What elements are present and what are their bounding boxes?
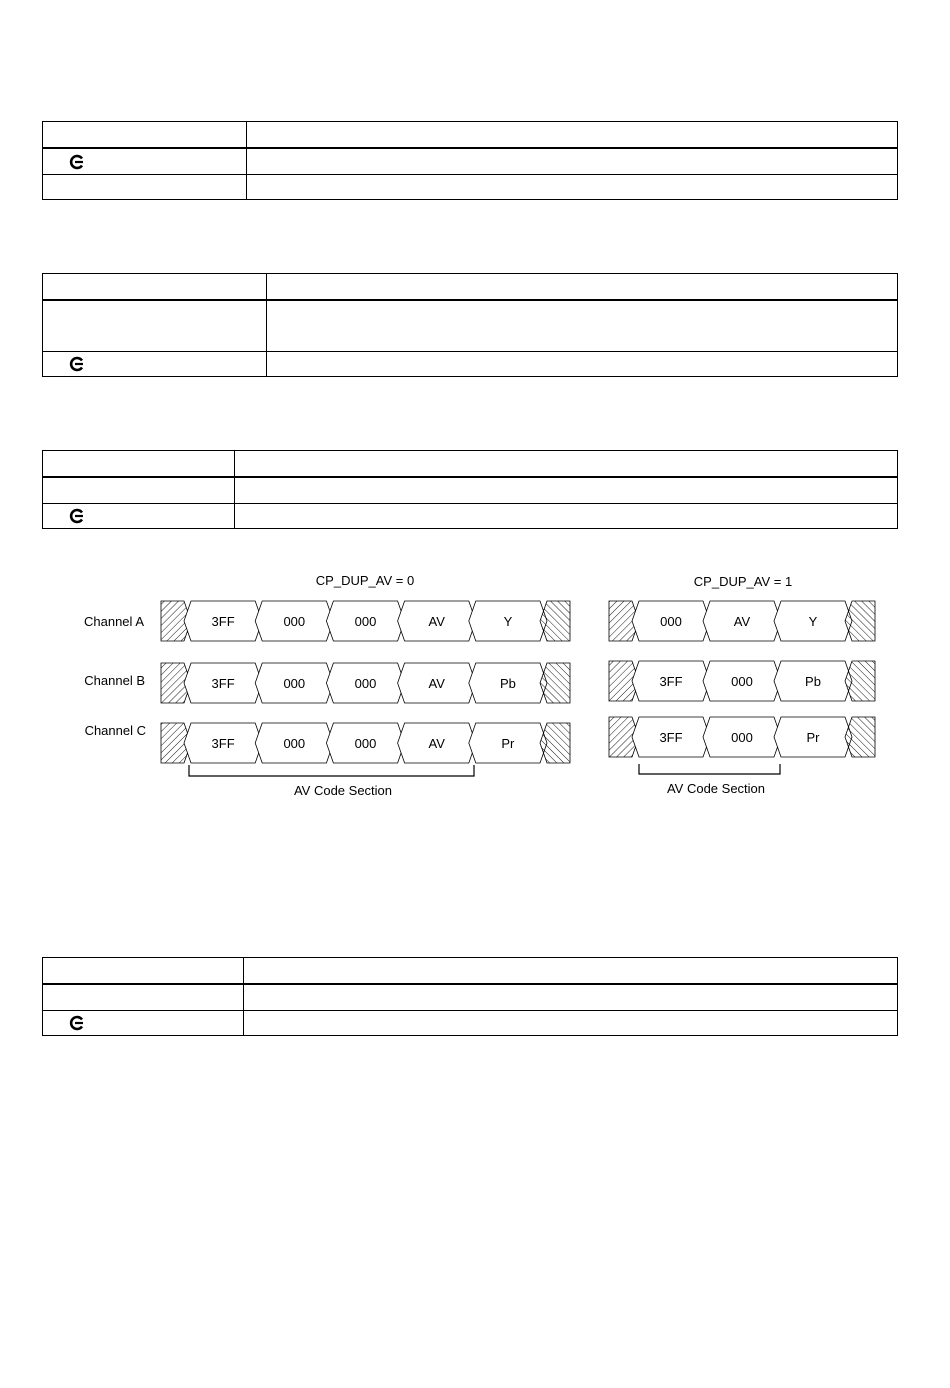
code-word-label: 000 (354, 676, 377, 691)
av-code-section-label-right: AV Code Section (666, 781, 766, 796)
code-word-label: Pb (499, 676, 516, 691)
av-code-section-bracket-left (189, 765, 474, 776)
register-table-1 (42, 121, 898, 200)
table-row (43, 1011, 897, 1035)
code-word-label: Pr (501, 736, 515, 751)
table-row (43, 985, 897, 1011)
table-row (43, 175, 897, 199)
code-word-label: 3FF (211, 736, 235, 751)
code-word-label: 3FF (211, 614, 235, 629)
table-row (43, 352, 897, 376)
code-word-label: 000 (283, 736, 306, 751)
channel-b-label: Channel B (84, 673, 145, 688)
code-word-label: 3FF (211, 676, 235, 691)
register-table-2 (42, 273, 898, 377)
code-word-label: AV (428, 676, 445, 691)
code-word-label: 000 (660, 614, 682, 629)
av-code-section-label-left: AV Code Section (293, 783, 393, 798)
table-header-row (43, 122, 897, 149)
table-row (43, 504, 897, 528)
invalid-data-hatch (845, 661, 875, 701)
revision-marker-icon (69, 356, 85, 372)
register-table-3 (42, 450, 898, 529)
register-table-4 (42, 957, 898, 1036)
invalid-data-hatch (845, 717, 875, 757)
revision-marker-icon (69, 154, 85, 170)
code-word-label: Y (808, 614, 818, 629)
table-header-row (43, 451, 897, 478)
code-word-label: Y (503, 614, 513, 629)
code-word-label: Pr (806, 730, 820, 745)
table-row (43, 478, 897, 504)
diagram-left-rows (161, 601, 570, 763)
av-code-section-bracket-right (639, 764, 780, 774)
channel-a-label: Channel A (84, 614, 144, 629)
diagram-right-rows (609, 601, 875, 757)
code-word-label: AV (428, 614, 445, 629)
table-header-row (43, 958, 897, 985)
diagram-left-title: CP_DUP_AV = 0 (315, 573, 415, 588)
code-word-label: 000 (283, 614, 306, 629)
code-word-label: 000 (283, 676, 306, 691)
table-row (43, 301, 897, 352)
code-word-label: AV (428, 736, 445, 751)
invalid-data-hatch (540, 601, 570, 641)
code-word-label: 3FF (659, 674, 683, 689)
invalid-data-hatch (540, 723, 570, 763)
table-row (43, 149, 897, 175)
invalid-data-hatch (845, 601, 875, 641)
av-code-timing-diagram (0, 560, 950, 810)
code-word-label: 000 (354, 614, 377, 629)
code-word-label: 000 (354, 736, 377, 751)
code-word-label: 000 (731, 674, 753, 689)
code-word-label: Pb (805, 674, 821, 689)
table-header-row (43, 274, 897, 301)
revision-marker-icon (69, 508, 85, 524)
revision-marker-icon (69, 1015, 85, 1031)
code-word-label: 3FF (659, 730, 683, 745)
code-word-label: 000 (731, 730, 753, 745)
invalid-data-hatch (540, 663, 570, 703)
code-word-label: AV (733, 614, 751, 629)
channel-c-label: Channel C (84, 723, 146, 738)
diagram-right-title: CP_DUP_AV = 1 (693, 574, 793, 589)
